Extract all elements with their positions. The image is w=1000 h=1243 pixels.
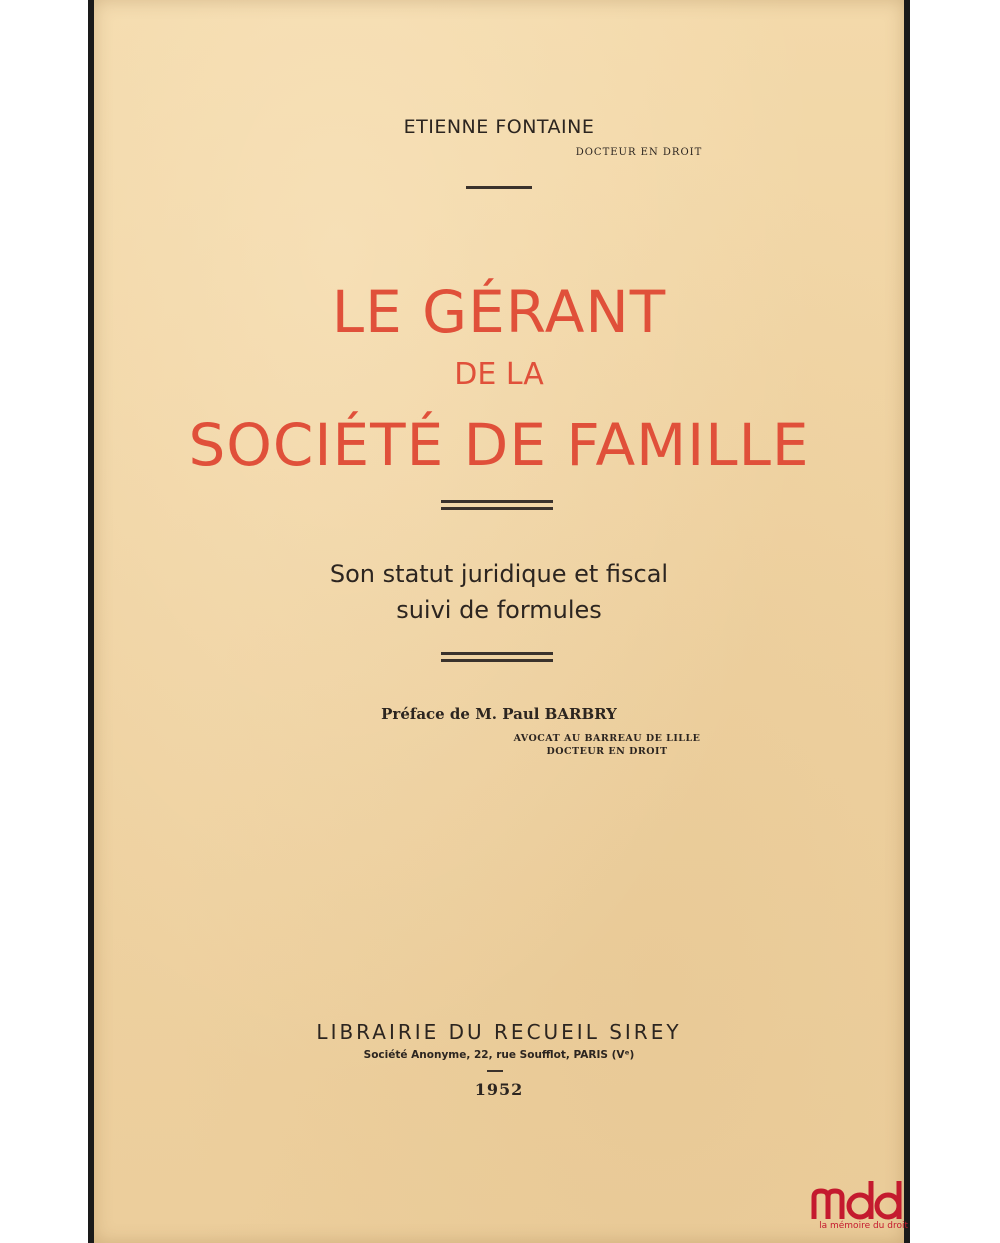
book-cover: [94, 0, 904, 1243]
preface-role-line-1: AVOCAT AU BARREAU DE LILLE: [513, 733, 701, 744]
author-title: DOCTEUR EN DROIT: [575, 147, 703, 158]
title-line-3: SOCIÉTÉ DE FAMILLE: [188, 411, 810, 479]
author-divider: [466, 186, 532, 189]
mdd-logo-icon: [808, 1175, 908, 1223]
preface-role-line-2: DOCTEUR EN DROIT: [546, 746, 668, 757]
author-name: ETIENNE FONTAINE: [403, 116, 595, 138]
subtitle-double-rule: [441, 652, 553, 662]
publication-year: 1952: [474, 1080, 524, 1099]
preface-credit: Préface de M. Paul BARBRY: [381, 705, 617, 723]
right-edge-shadow: [904, 0, 910, 1243]
title-double-rule: [441, 500, 553, 510]
mdd-watermark-logo: [808, 1175, 908, 1239]
title-line-1: LE GÉRANT: [331, 278, 667, 346]
publisher-name: LIBRAIRIE DU RECUEIL SIREY: [316, 1020, 682, 1044]
watermark-caption: la mémoire du droit: [819, 1221, 908, 1231]
title-line-2: DE LA: [454, 357, 544, 392]
publisher-address: Société Anonyme, 22, rue Soufflot, PARIS (Vᵉ): [363, 1049, 635, 1061]
subtitle-line-2: suivi de formules: [396, 596, 602, 624]
year-divider: [487, 1070, 503, 1072]
subtitle-line-1: Son statut juridique et fiscal: [329, 560, 669, 588]
